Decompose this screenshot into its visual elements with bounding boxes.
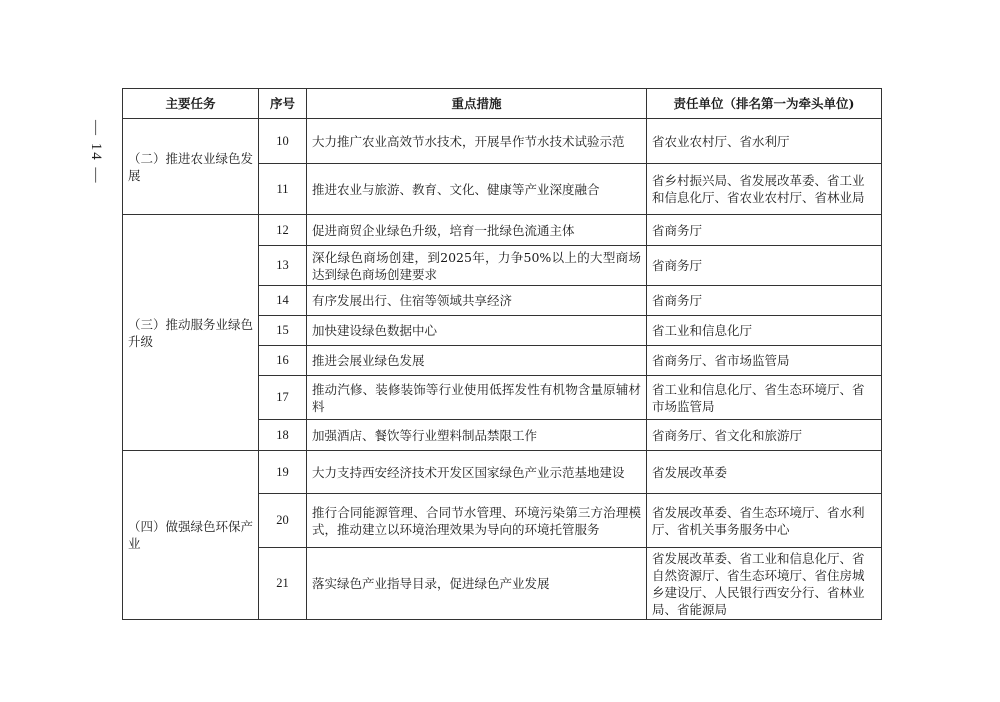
seq-cell: 16	[259, 346, 307, 376]
unit-cell: 省商务厅	[647, 286, 882, 316]
seq-cell: 13	[259, 246, 307, 286]
measure-cell: 大力推广农业高效节水技术，开展旱作节水技术试验示范	[307, 119, 647, 164]
task-cell: （四）做强绿色环保产业	[123, 451, 259, 620]
seq-cell: 10	[259, 119, 307, 164]
seq-cell: 14	[259, 286, 307, 316]
unit-cell: 省农业农村厅、省水利厅	[647, 119, 882, 164]
measure-cell: 大力支持西安经济技术开发区国家绿色产业示范基地建设	[307, 451, 647, 494]
measure-cell: 推行合同能源管理、合同节水管理、环境污染第三方治理模式，推动建立以环境治理效果为导向的环境托管服务	[307, 494, 647, 548]
measure-cell: 加强酒店、餐饮等行业塑料制品禁限工作	[307, 420, 647, 451]
unit-cell: 省发展改革委	[647, 451, 882, 494]
header-measure: 重点措施	[307, 89, 647, 119]
unit-cell: 省乡村振兴局、省发展改革委、省工业和信息化厅、省农业农村厅、省林业局	[647, 164, 882, 215]
unit-cell: 省商务厅	[647, 246, 882, 286]
seq-cell: 17	[259, 376, 307, 420]
measure-cell: 深化绿色商场创建，到2025年，力争50%以上的大型商场达到绿色商场创建要求	[307, 246, 647, 286]
unit-cell: 省发展改革委、省工业和信息化厅、省自然资源厅、省生态环境厅、省住房城乡建设厅、人民银行西安分行、省林业局、省能源局	[647, 548, 882, 620]
seq-cell: 18	[259, 420, 307, 451]
seq-cell: 21	[259, 548, 307, 620]
header-unit: 责任单位（排名第一为牵头单位)	[647, 89, 882, 119]
header-task: 主要任务	[123, 89, 259, 119]
seq-cell: 15	[259, 316, 307, 346]
task-table	[122, 88, 882, 620]
seq-cell: 19	[259, 451, 307, 494]
measure-cell: 推动汽修、装修装饰等行业使用低挥发性有机物含量原辅材料	[307, 376, 647, 420]
task-cell: （三）推动服务业绿色升级	[123, 215, 259, 451]
table-row	[123, 215, 882, 246]
header-row	[123, 89, 882, 119]
measure-cell: 推进农业与旅游、教育、文化、健康等产业深度融合	[307, 164, 647, 215]
unit-cell: 省工业和信息化厅	[647, 316, 882, 346]
seq-cell: 11	[259, 164, 307, 215]
unit-cell: 省商务厅、省文化和旅游厅	[647, 420, 882, 451]
measure-cell: 加快建设绿色数据中心	[307, 316, 647, 346]
header-seq: 序号	[259, 89, 307, 119]
task-cell: （二）推进农业绿色发展	[123, 119, 259, 215]
measure-cell: 推进会展业绿色发展	[307, 346, 647, 376]
page-number: — 14 —	[88, 120, 104, 185]
unit-cell: 省工业和信息化厅、省生态环境厅、省市场监管局	[647, 376, 882, 420]
table-row	[123, 119, 882, 164]
measure-cell: 促进商贸企业绿色升级，培育一批绿色流通主体	[307, 215, 647, 246]
measure-cell: 落实绿色产业指导目录，促进绿色产业发展	[307, 548, 647, 620]
measure-cell: 有序发展出行、住宿等领域共享经济	[307, 286, 647, 316]
unit-cell: 省商务厅、省市场监管局	[647, 346, 882, 376]
task-table-body	[123, 119, 882, 620]
seq-cell: 12	[259, 215, 307, 246]
unit-cell: 省发展改革委、省生态环境厅、省水利厅、省机关事务服务中心	[647, 494, 882, 548]
seq-cell: 20	[259, 494, 307, 548]
table-row	[123, 451, 882, 494]
unit-cell: 省商务厅	[647, 215, 882, 246]
